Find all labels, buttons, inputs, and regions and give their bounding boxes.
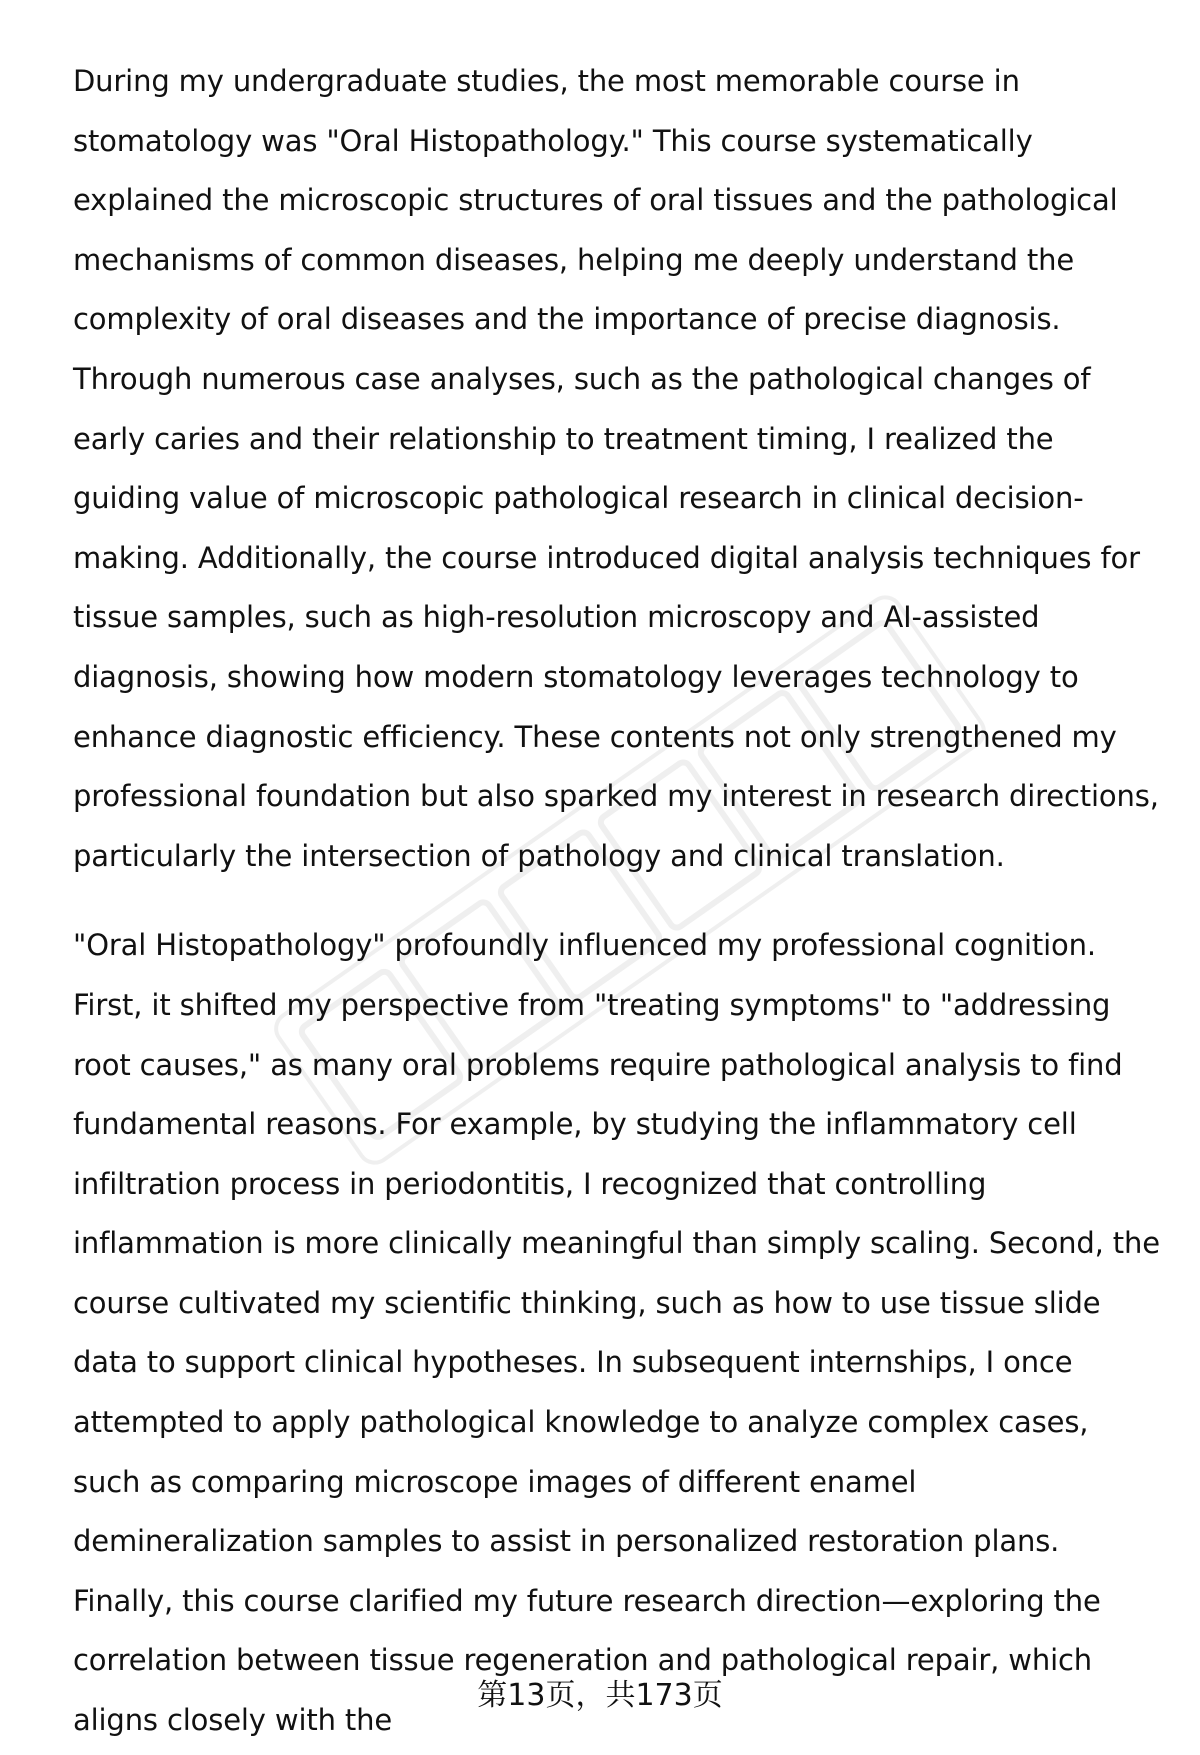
document-body (73, 52, 1163, 1751)
paragraph-2: "Oral Histopathology" profoundly influenced my professional cognition. First, it shifted my perspective from "treating symptoms" to "addressing root causes," as many oral problems require pathological analysis to find fundamental reasons. For example, by studying the inflammatory cell infiltration process in periodontitis, I recognized that controlling inflammation is more clinically meaningful than simply scaling. Second, the course cultivated my scientific thinking, such as how to use tissue slide data to support clinical hypotheses. In subsequent internships, I once attempted to apply pathological knowledge to analyze complex cases, such as comparing microscope images of different enamel demineralization samples to assist in personalized restoration plans. Finally, this course clarified my future research direction—exploring the correlation between tissue regeneration and pathological repair, which aligns closely with the (73, 928, 1160, 1738)
paragraph-1: During my undergraduate studies, the most memorable course in stomatology was "Oral Histopathology." This course systematically explained the microscopic structures of oral tissues and the pathological mechanisms of common diseases, helping me deeply understand the complexity of oral diseases and the importance of precise diagnosis. Through numerous case analyses, such as the pathological changes of early caries and their relationship to treatment timing, I realized the guiding value of microscopic pathological research in clinical decision-making. Additionally, the course introduced digital analysis techniques for tissue samples, such as high-resolution microscopy and AI-assisted diagnosis, showing how modern stomatology leverages technology to enhance diagnostic efficiency. These contents not only strengthened my professional foundation but also sparked my interest in research directions, particularly the intersection of pathology and clinical translation. (73, 64, 1159, 873)
page-footer: 第13页，共173页 (477, 1678, 723, 1713)
